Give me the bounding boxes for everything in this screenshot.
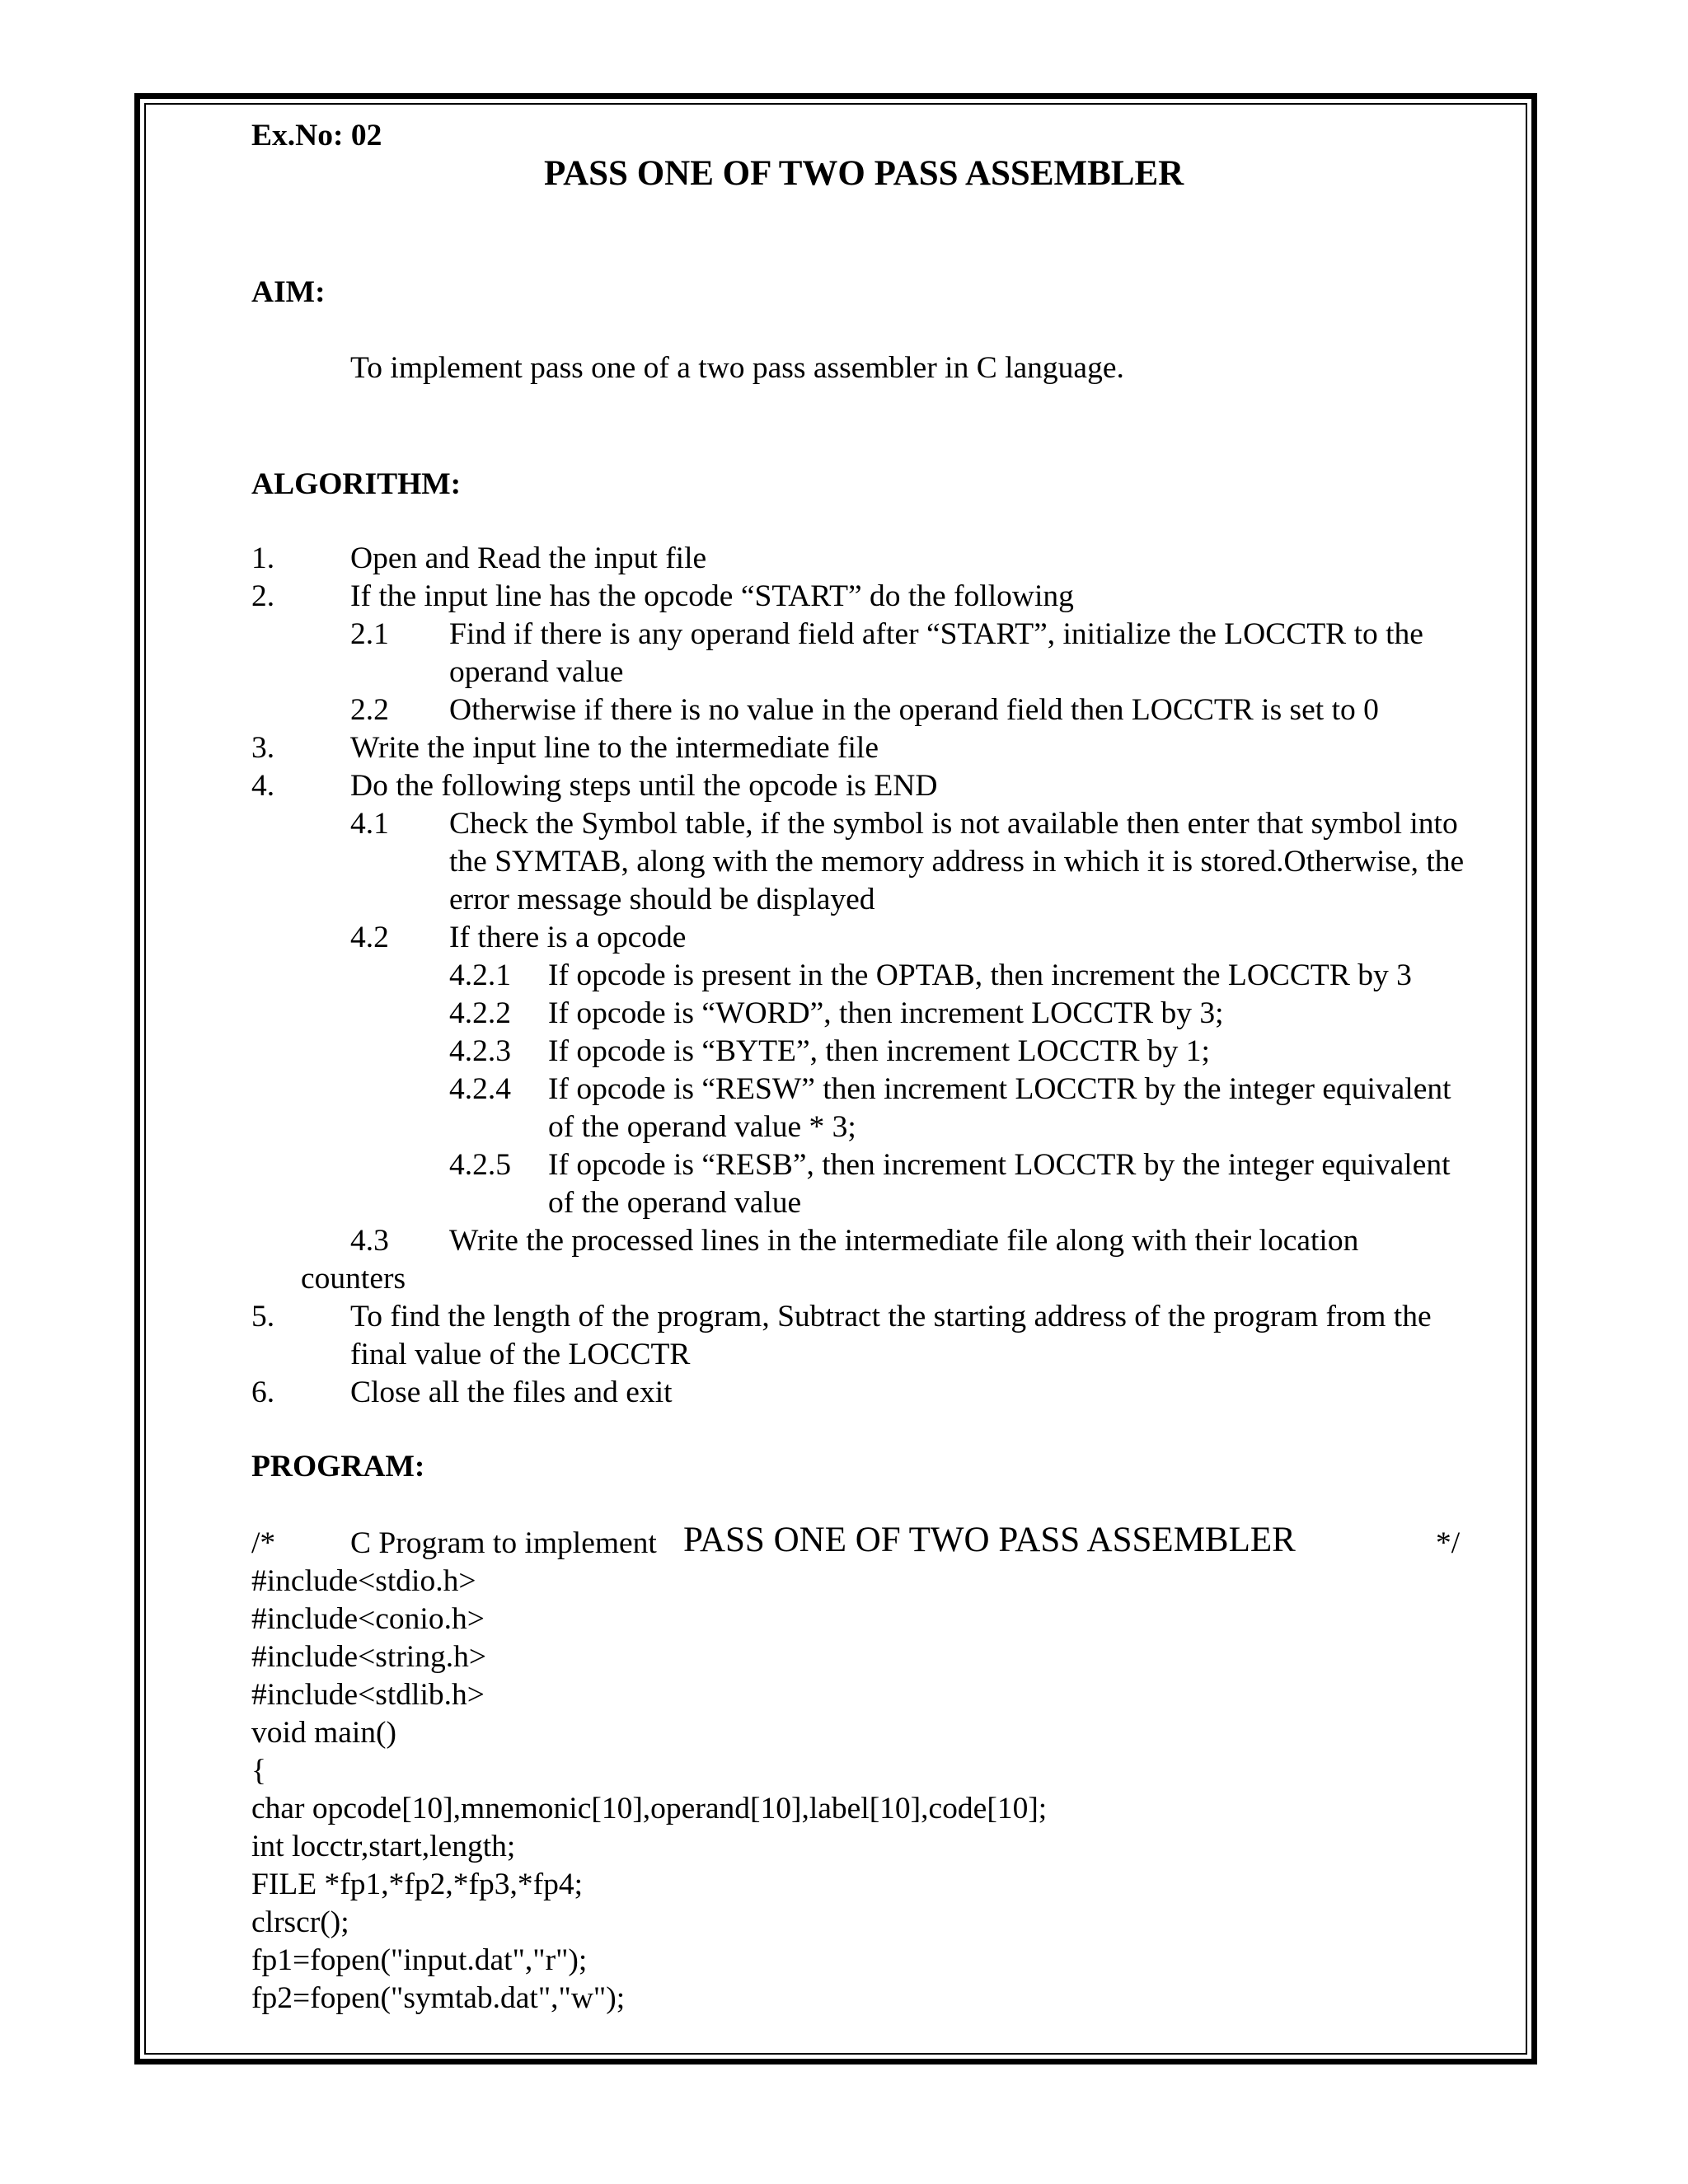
code-line: fp1=fopen("input.dat","r"); [251,1943,588,1977]
step-text-continued: of the operand value [548,1186,802,1220]
comment-text: C Program to implement [350,1526,657,1560]
comment-open: /* [251,1526,276,1560]
step-number: 2.1 [350,617,389,651]
code-line: clrscr(); [251,1905,349,1939]
code-line: #include<stdlib.h> [251,1678,485,1712]
step-text: If opcode is present in the OPTAB, then increment the LOCCTR by 3 [548,958,1412,992]
step-number: 4.2.1 [449,958,511,992]
step-text: Open and Read the input file [350,541,707,575]
exercise-number: Ex.No: 02 [251,119,382,152]
step-text: If opcode is “WORD”, then increment LOCCTR by 3; [548,996,1224,1030]
code-line: char opcode[10],mnemonic[10],operand[10],label[10],code[10]; [251,1792,1048,1825]
step-text: If the input line has the opcode “START” do the following [350,579,1074,613]
step-text-continued: the SYMTAB, along with the memory address in which it is stored.Otherwise, the [449,845,1465,879]
step-text: Do the following steps until the opcode is END [350,769,938,803]
code-line: void main() [251,1716,397,1750]
step-text: Close all the files and exit [350,1376,673,1409]
step-text: If opcode is “BYTE”, then increment LOCCTR by 1; [548,1034,1210,1068]
comment-close: */ [1436,1526,1461,1560]
code-line: fp2=fopen("symtab.dat","w"); [251,1981,626,2015]
step-number: 5. [251,1300,275,1333]
step-number: 4.2.2 [449,996,511,1030]
step-text-continued: counters [301,1262,406,1296]
step-number: 4.2.3 [449,1034,511,1068]
step-text-continued: operand value [449,655,624,689]
step-number: 2. [251,579,275,613]
step-text: If opcode is “RESW” then increment LOCCTR by the integer equivalent [548,1072,1451,1106]
program-heading: PROGRAM: [251,1450,425,1483]
step-text: Check the Symbol table, if the symbol is not available then enter that symbol into [449,807,1458,841]
step-number: 3. [251,731,275,765]
aim-heading: AIM: [251,275,326,309]
step-number: 1. [251,541,275,575]
step-text: Write the input line to the intermediate file [350,731,879,765]
step-text: If there is a opcode [449,921,687,954]
step-text-continued: error message should be displayed [449,883,875,916]
step-text: To find the length of the program, Subtract the starting address of the program from the [350,1300,1432,1333]
step-number: 4. [251,769,275,803]
code-line: { [251,1754,266,1788]
step-text-continued: of the operand value * 3; [548,1110,856,1144]
page-title: PASS ONE OF TWO PASS ASSEMBLER [544,154,1184,193]
step-number: 2.2 [350,693,389,727]
step-number: 4.2 [350,921,389,954]
algorithm-heading: ALGORITHM: [251,467,462,501]
step-number: 4.3 [350,1224,389,1258]
code-line: #include<conio.h> [251,1602,485,1636]
code-line: #include<string.h> [251,1640,486,1674]
step-number: 4.2.5 [449,1148,511,1182]
code-line: int locctr,start,length; [251,1830,516,1863]
step-text: If opcode is “RESB”, then increment LOCCTR by the integer equivalent [548,1148,1451,1182]
code-line: FILE *fp1,*fp2,*fp3,*fp4; [251,1868,584,1901]
code-line: #include<stdio.h> [251,1564,476,1598]
step-number: 4.1 [350,807,389,841]
step-text: Otherwise if there is no value in the operand field then LOCCTR is set to 0 [449,693,1379,727]
step-text: Write the processed lines in the intermediate file along with their location [449,1224,1359,1258]
step-number: 6. [251,1376,275,1409]
step-text: Find if there is any operand field after “START”, initialize the LOCCTR to the [449,617,1423,651]
aim-text: To implement pass one of a two pass assembler in C language. [350,351,1124,385]
step-number: 4.2.4 [449,1072,511,1106]
step-text-continued: final value of the LOCCTR [350,1338,691,1371]
comment-title: PASS ONE OF TWO PASS ASSEMBLER [683,1521,1296,1559]
